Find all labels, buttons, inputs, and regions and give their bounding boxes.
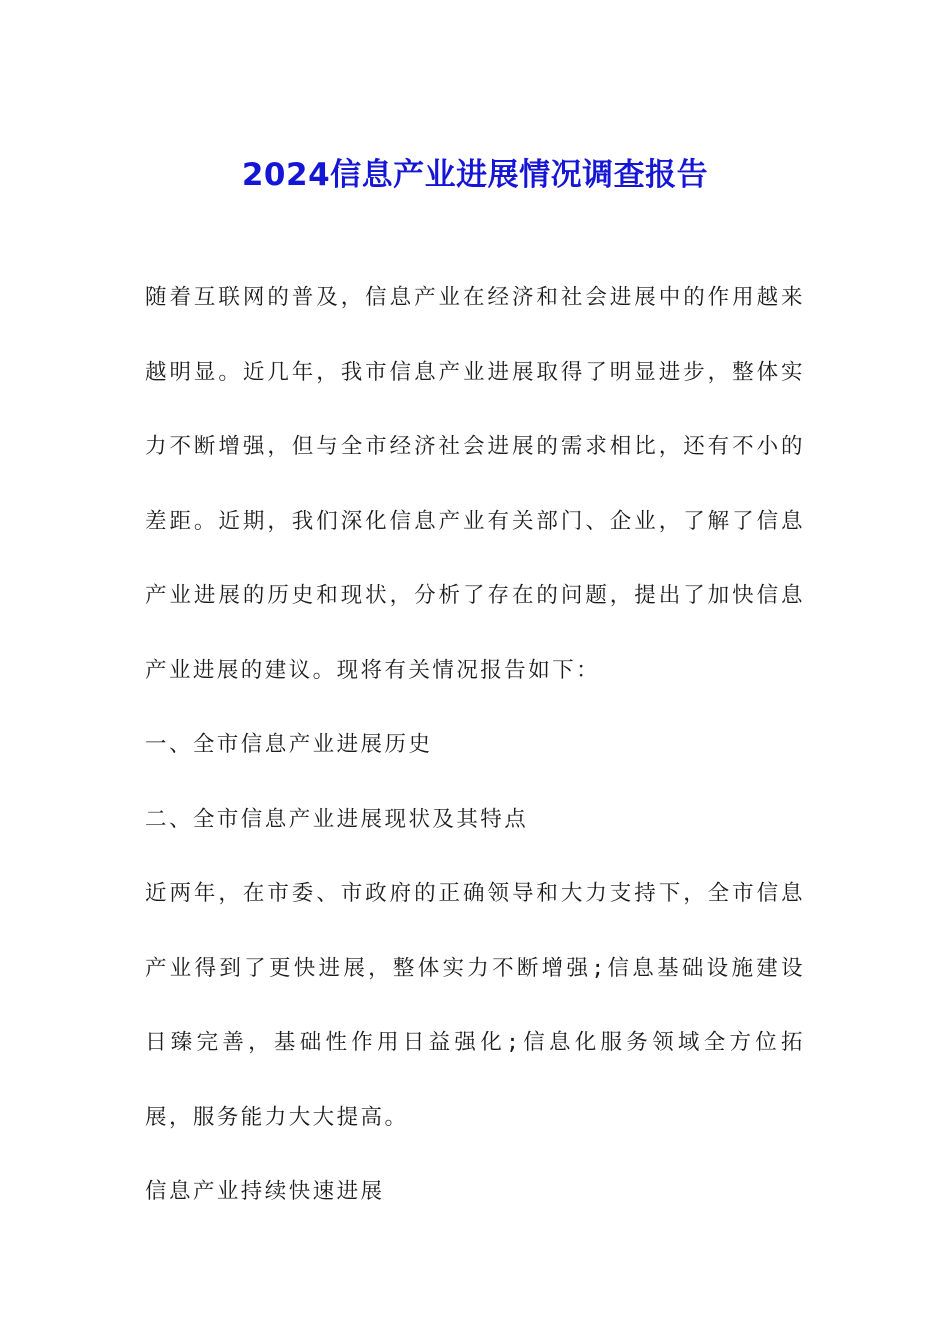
- document-body: [145, 261, 805, 1230]
- document-title: 2024信息产业进展情况调查报告: [241, 156, 709, 193]
- status-paragraph: 近两年，在市委、市政府的正确领导和大力支持下，全市信息产业得到了更快进展，整体实力不断增强;信息基础设施建设日臻完善，基础性作用日益强化;信息化服务领域全方位拓展，服务能力大大提高。: [145, 881, 805, 1130]
- intro-paragraph: 随着互联网的普及，信息产业在经济和社会进展中的作用越来越明显。近几年，我市信息产业进展取得了明显进步，整体实力不断增强，但与全市经济社会进展的需求相比，还有不小的差距。近期，我们深化信息产业有关部门、企业，了解了信息产业进展的历史和现状，分析了存在的问题，提出了加快信息产业进展的建议。现将有关情况报告如下：: [145, 285, 805, 683]
- section-heading-status: 二、全市信息产业进展现状及其特点: [145, 806, 529, 832]
- subheading-growth: 信息产业持续快速进展: [145, 1179, 385, 1204]
- section-heading-history: 一、全市信息产业进展历史: [145, 732, 433, 757]
